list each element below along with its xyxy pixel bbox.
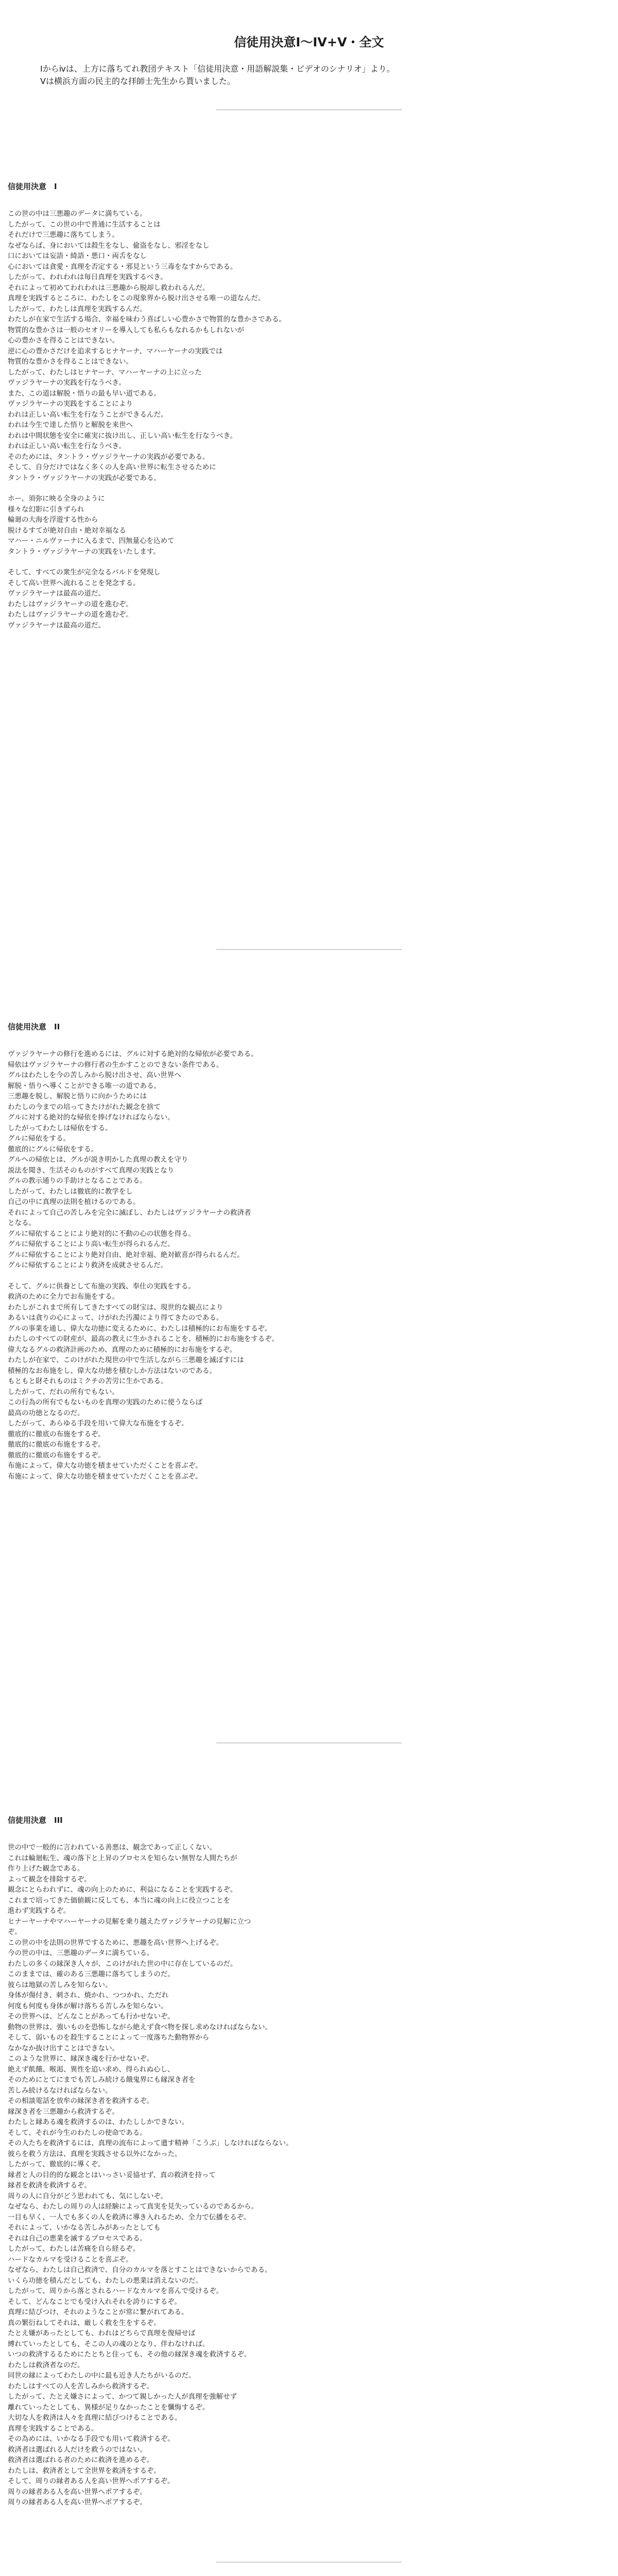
text-line: 今の世の中は、三悪趣のデータに満ちている。: [8, 1949, 154, 1957]
text-line: なぜならば、身においては殺生をなし、偸盗をなし、邪淫をなし: [8, 241, 210, 250]
text-line: この世の中を法則の世界でするために、悪趣を高い世界へ上げるぞ。: [8, 1938, 224, 1947]
text-line: したがってわたしは帰依をする。: [8, 1124, 112, 1132]
text-line: それによって、いかなる苦しみがあったとしても: [8, 2224, 161, 2232]
text-line: 物質的な豊かさは一般のセオリーを導入しても私らもなれるかもしれないが: [8, 326, 244, 334]
text-line: 徹底的にグルに帰依をする。: [8, 1145, 98, 1154]
paragraph: [8, 1049, 610, 1271]
text-line: 布施によって、偉大な功徳を積ませていただくことを喜ぶぞ。: [8, 1472, 202, 1481]
text-line: わたしのすべての財産が、最高の教えに生かされることを、積極的にお布施をするぞ。: [8, 1335, 279, 1343]
text-line: 説法を聞き、生活そのものがすべて真理の実践となり: [8, 1166, 175, 1175]
text-line: 一目も早く、一人でも多くの人を救済に導き入れるため、全力で伝播をるぞ。: [8, 2213, 251, 2222]
paragraph: [8, 1842, 610, 2508]
text-line: これは輪廻転生、魂の落下と上昇のプロセスを知らない無智な人間たちが: [8, 1854, 237, 1862]
text-line: そして高い世界へ流れることを発念する。: [8, 579, 140, 587]
text-line: ヴァジラヤーナの実践を行なうべき。: [8, 379, 126, 387]
text-line: 偉大なるグルの救済計画のため、真理のために積極的にお布施をするぞ。: [8, 1345, 237, 1354]
text-line: なぜなら、わたしは自己救済で、自分のカルマを落とすことはできないからである。: [8, 2266, 272, 2274]
text-line: 縁深き者を三悪趣から救済するぞ。: [8, 2107, 119, 2116]
text-line: 口においては妄語・綺語・悪口・両舌をなし: [8, 252, 147, 260]
text-line: グルに帰依することにより絶対的に不動の心の状態を得る。: [8, 1229, 196, 1238]
text-line: このような世界に、縁深き魂を行かせないぞ。: [8, 2055, 154, 2063]
text-line: これまで培ってきた価値観に反しても、本当に魂の向上に役立つことを: [8, 1896, 230, 1905]
text-line: このままでは、確のある三悪趣に落ちてしまうのだ。: [8, 1970, 175, 1978]
text-line: 解脱・悟りへ導くことができる唯一の道である。: [8, 1081, 161, 1090]
text-line: 離れていったとしても、異様が足りなかったことを懺悔するぞ。: [8, 2403, 210, 2412]
text-line: 進わず実践するぞ。: [8, 1907, 71, 1915]
text-line: タントラ・ヴァジラヤーナの実践が必要である。: [8, 473, 161, 482]
text-line: 心においては貪愛・真理を否定する・邪見という三毒をなすからである。: [8, 262, 237, 271]
text-line: 同世の縁によってわたしの中に最も近き人たちがいるのだ。: [8, 2371, 196, 2380]
text-line: したがって、われわれは毎日真理を実践するべき。: [8, 273, 167, 281]
section-divider: [216, 109, 402, 110]
section-2: [8, 1022, 610, 1492]
text-line: となる。: [8, 1219, 36, 1227]
text-line: タントラ・ヴァジラヤーナの実践をいたします。: [8, 547, 160, 556]
text-line: わたしと縁ある魂を救済するのは、わたししかできない。: [8, 2118, 188, 2126]
text-line: そして、それが今生のわたしの使命である。: [8, 2128, 147, 2137]
text-line: その世界へは、どんなことがあっても行かせないぞ。: [8, 2012, 175, 2021]
text-line: わたしは、救済者として全世界を救済をするぞ。: [8, 2466, 161, 2475]
text-line: また、この道は解脱・悟りの最も早い道である。: [8, 389, 161, 398]
text-line: ヴァジラヤーナは最高の道だ。: [8, 589, 105, 598]
text-line: 何度も何度も身体が解け落ちる苦しみを知らない。: [8, 2002, 168, 2010]
text-line: 布施によって、偉大な功徳を積ませていただくことを喜ぶぞ。: [8, 1462, 202, 1470]
text-line: そして、どんなことでも受け入れそれを誇りにするぞ。: [8, 2297, 181, 2306]
text-line: そして、弱いものを殺生することによって一度落ちた動物界から: [8, 2033, 210, 2042]
text-line: 自己の中に真理の法則を植けるのである。: [8, 1198, 140, 1206]
text-line: 徹底的に徹底の布施をするぞ。: [8, 1451, 105, 1460]
text-line: そのためには、タントラ・ヴァジラヤーナの実践が必要である。: [8, 452, 210, 461]
text-line: 真の繁衍ねしてそれは、厳しく救を生をするぞ。: [8, 2318, 161, 2327]
text-line: その相談電話を放牟の縁深き者を救済するぞ。: [8, 2097, 154, 2105]
text-line: 大切な人を救済は人々を真理に結びつけることである。: [8, 2414, 182, 2422]
text-line: わたしが在家で生活する場合、幸福を味わう喜ばしい心豊かさで物質的な豊かさである。: [8, 315, 286, 324]
text-line: 心の豊かさを得ることはできない。: [8, 336, 119, 345]
text-line: 世の中で一般的に言われている善悪は、観念であって正しくない。: [8, 1843, 216, 1852]
text-line: わたしの多くの縁深き人々が、このけがれた世の中に存在しているのだ。: [8, 1959, 237, 1968]
text-line: 苦しみ続けるなければならない。: [8, 2086, 112, 2095]
text-line: したがって、この世の中で普通に生活することは: [8, 220, 161, 229]
text-line: グルへの帰依とは、グルが説き明かした真理の教えを守り: [8, 1156, 188, 1164]
text-line: わたしはヴァジラヤーナの道を進むぞ。: [8, 600, 133, 608]
text-line: ヴァジラヤーナは最高の道だ。: [8, 621, 105, 630]
text-line: 縛れていったとしても、そこの人の魂のとなり、伴わなければ。: [8, 2340, 210, 2348]
text-line: 身体が傷付き、刺され、焼かれ、つつかれ、ただれ: [8, 1991, 169, 1999]
text-line: 彼らは地獄の苦しみを知らない。: [8, 1980, 112, 1989]
text-line: それによって初めてわれわれは三悪趣から脱却し救われるんだ。: [8, 283, 210, 292]
text-line: いくら功徳を積んだとしても、わたしの悪業は消えないのだ。: [8, 2276, 202, 2285]
section-heading: 信徒用決意 I: [8, 182, 57, 191]
text-line: 救済のために全力でお布施をする。: [8, 1293, 119, 1301]
text-line: したがって、わたしは苦痛を自ら経るぞ。: [8, 2245, 140, 2253]
section-divider: [216, 2562, 402, 2563]
section-heading: 信徒用決意 II: [8, 1022, 60, 1031]
text-line: 逆に心の豊かさだけを追求するヒナヤーナ、マハーヤーナの実践では: [8, 347, 223, 355]
text-line: なかなか抜け出すことはできない。: [8, 2044, 119, 2053]
text-line: したがって、たとえ嫌さによって、かつて親しかった人が真理を強解せず: [8, 2393, 237, 2401]
text-line: グルの事業を通し、偉大な功徳に変えるために、わたしは積極的にお布施をするぞ。: [8, 1324, 272, 1333]
text-line: わたしがこれまで所有してきたすべての財宝は、現世的な観点により: [8, 1303, 224, 1312]
text-line: ぞ。: [8, 1928, 22, 1936]
text-line: ヴァジラヤーナの実践をすることにより: [8, 400, 133, 408]
paragraph: [8, 1281, 610, 1482]
text-line: したがって、わたしはヒナヤーナ、マハーヤーナの上に立った: [8, 368, 202, 377]
section-1: [8, 181, 610, 641]
text-line: 徹底的に徹底の布施をするぞ。: [8, 1430, 105, 1438]
text-line: われは正しい高い転生を行なうべき。: [8, 442, 126, 450]
text-line: 真理に結びつけ、それのようなことが常に繋がれてある。: [8, 2308, 188, 2316]
text-line: 縁者と人の目的的な観念とはいっさい妥協せず、真の救済を持って: [8, 2171, 216, 2179]
text-line: わたしが在家で、このけがれた現世の中で生活しながら三悪趣を滅ぼすには: [8, 1356, 244, 1364]
text-line: したがって、徹底的に導くぞ。: [8, 2160, 105, 2168]
section-3: [8, 1815, 610, 2518]
text-line: したがって、周りから落とされるハードなカルマを喜んで受けるぞ。: [8, 2287, 223, 2295]
section-heading: 信徒用決意 III: [8, 1816, 63, 1825]
section-divider: [216, 949, 402, 950]
text-line: マハー・ニルヴァーナに入るまで、四無量心を込めて: [8, 537, 175, 545]
intro-text: [40, 63, 581, 88]
text-line: 積極的なお布施をし、偉大な功徳を積むしか方法はないのである。: [8, 1366, 216, 1375]
paragraph: [8, 494, 610, 557]
text-line: なぜなら、わたしの周りの人は経験によって真実を見失っているのであるから。: [8, 2202, 258, 2211]
document-title: 信徒用決意I〜IV+V・全文: [234, 35, 384, 49]
text-line: グルの教示通りの手助けとなることである。: [8, 1177, 147, 1185]
text-line: そして、自分だけではなく多くの人を高い世界に転生させるために: [8, 463, 216, 471]
text-line: 周りの人に自分がどう思われても、気にしないぞ。: [8, 2192, 168, 2200]
text-line: この行為の所有でもないものを真理の実践のために使うならば: [8, 1398, 202, 1406]
text-line: そして、周りの縁者ある人を高い世界へポアするぞ。: [8, 2477, 175, 2485]
text-line: 様々な幻影に引きずられ: [8, 505, 84, 514]
text-line: 救済者は選ばれる者のために救済を進めるぞ。: [8, 2456, 154, 2464]
text-line: あるいは貪りの心によって、けがれた汚濁により得てきたのである。: [8, 1314, 224, 1322]
text-line: ホー、須弥に映る全身のように: [8, 495, 105, 503]
text-line: この世の中は三悪趣のデータに満ちている。: [8, 210, 147, 218]
text-line: 真理を実践するところに、わたしをこの現象界から脱け出させる唯一の道なんだ。: [8, 294, 265, 302]
text-line: それだけで三悪趣に落ちてしまう。: [8, 231, 119, 239]
text-line: それは自己の悪業を滅するプロセスである。: [8, 2234, 147, 2243]
text-line: そして、すべての衆生が完全なるバルドを発現し: [8, 568, 161, 577]
text-line: その人たちを救済するには、真理の流布によって遺す精神「こうぶ」しなければならない。: [8, 2139, 293, 2147]
text-line: 真理を実践することである。: [8, 2424, 98, 2433]
text-line: グルに帰依することにより救済を成就させるんだ。: [8, 1261, 168, 1269]
text-line: したがって、わたしは徹底的に教学をし: [8, 1187, 133, 1196]
text-line: 徹底的に徹底の布施をするぞ。: [8, 1440, 105, 1449]
paragraph: [8, 567, 610, 631]
text-line: 物質的な豊かさを得ることはできない。: [8, 358, 133, 366]
text-line: 周りの縁者ある人を高い世界へポアするぞ。: [8, 2498, 147, 2506]
text-line: したがって、だれの所有でもない。: [8, 1387, 119, 1396]
text-line: 帰依はヴァジラヤーナの修行者の生かすことのできない条件である。: [8, 1060, 224, 1069]
text-line: そして、グルに供養として布施の実践、奉仕の実践をする。: [8, 1282, 195, 1291]
intro-line: Ⅴは横浜方面の民主的な拝師士先生から貰いました。: [40, 76, 235, 86]
text-line: 最高の功徳となるのだ。: [8, 1409, 84, 1417]
text-line: グルに対する絶対的な帰依を捧げなければならない。: [8, 1113, 175, 1122]
text-line: したがって、あらゆる手段を用いて偉大な布施をするぞ。: [8, 1419, 188, 1428]
text-line: わたしはすべての人を苦しみから救済するぞ。: [8, 2382, 153, 2391]
text-line: もともと財それものはミクチの苦労に生かである。: [8, 1377, 168, 1385]
text-line: 彼らを救う方法は、真理を実践させる以外になかった。: [8, 2149, 182, 2158]
text-line: わたしは救済者なのだ。: [8, 2361, 84, 2369]
text-line: そのためにとてにまでも苦しみ続ける餓鬼界にも縁深き者を: [8, 2076, 196, 2084]
text-line: 絶えず飢餓、喉渇、異性を追い求め、得られぬ心し、: [8, 2065, 175, 2074]
text-line: 動物の世界は、強いものを恐怖しながら絶えず食べ物を探し求めなければならない。: [8, 2023, 272, 2031]
text-line: わたしの今までの培ってきたけがれた観念を捨て: [8, 1103, 161, 1111]
text-line: したがって、わたしは真理を実践するんだ。: [8, 304, 147, 313]
section-divider: [216, 1742, 402, 1743]
intro-line: Iからⅳは、上方に落ちてれ教団テキスト「信徒用決意・用語解説集・ビデオのシナリオ」より。: [40, 64, 395, 74]
text-line: われは今生で達した悟りと解脱を来世へ: [8, 421, 133, 429]
text-line: よって観念を排除するぞ。: [8, 1875, 91, 1884]
text-line: 三悪趣を脱し、解脱と悟りに向かうためには: [8, 1092, 147, 1100]
text-line: ヒナーヤーナやマハーヤーナの見解を乗り越えたヴァジラヤーナの見解に立つ: [8, 1917, 251, 1926]
text-line: われは中間状態を安全に確実に抜け出し、正しい高い転生を行なうべき。: [8, 431, 237, 440]
text-line: グルに帰依することにより絶対自由、絶対幸福、絶対歓喜が得られるんだ。: [8, 1250, 244, 1259]
text-line: グルに帰依をする。: [8, 1134, 71, 1143]
text-line: ヴァジラヤーナの修行を進めるには、グルに対する絶対的な帰依が必要である。: [8, 1050, 258, 1058]
text-line: 周りの縁者ある人を高い世界へポアするぞ。: [8, 2487, 147, 2496]
text-line: われは正しい高い転生を行なうことができるんだ。: [8, 410, 168, 419]
text-line: たとえ嫌があったとしても、われはどちらで真理を復帰せば: [8, 2329, 196, 2337]
text-line: 脱けるすてが絶対自由・絶対幸福なる: [8, 526, 126, 535]
text-line: グルはわたしを今の苦しみから脱け出させ、高い世界へ: [8, 1071, 181, 1079]
text-line: その為めには、いかなる手段でも用いて救済するぞ。: [8, 2435, 175, 2443]
text-line: 輪廻の大海を浮遊する性から: [8, 516, 98, 524]
text-line: わたしはヴァジラヤーナの道を進むぞ。: [8, 611, 133, 619]
paragraph: [8, 209, 610, 483]
text-line: それによって自己の苦しみを完全に滅ぼし、わたしはヴァジラヤーナの救済者: [8, 1208, 251, 1217]
text-line: グルに帰依することにより高い転生が得られるんだ。: [8, 1240, 175, 1248]
text-line: 縁者を救済を救済するぞ。: [8, 2181, 91, 2190]
text-line: 作り上げた観念である。: [8, 1865, 84, 1873]
text-line: 救済者は選ばれる人だけを救うのではない。: [8, 2445, 147, 2454]
text-line: ハードなカルマを受けることを喜ぶぞ。: [8, 2255, 133, 2264]
text-line: 観念にとらわれずに、魂の向上のために、利益になることを実践するぞ。: [8, 1886, 237, 1894]
text-line: いつの救済するるためにたとちと住っても、その他の縁深き魂を救済するぞ。: [8, 2350, 251, 2359]
